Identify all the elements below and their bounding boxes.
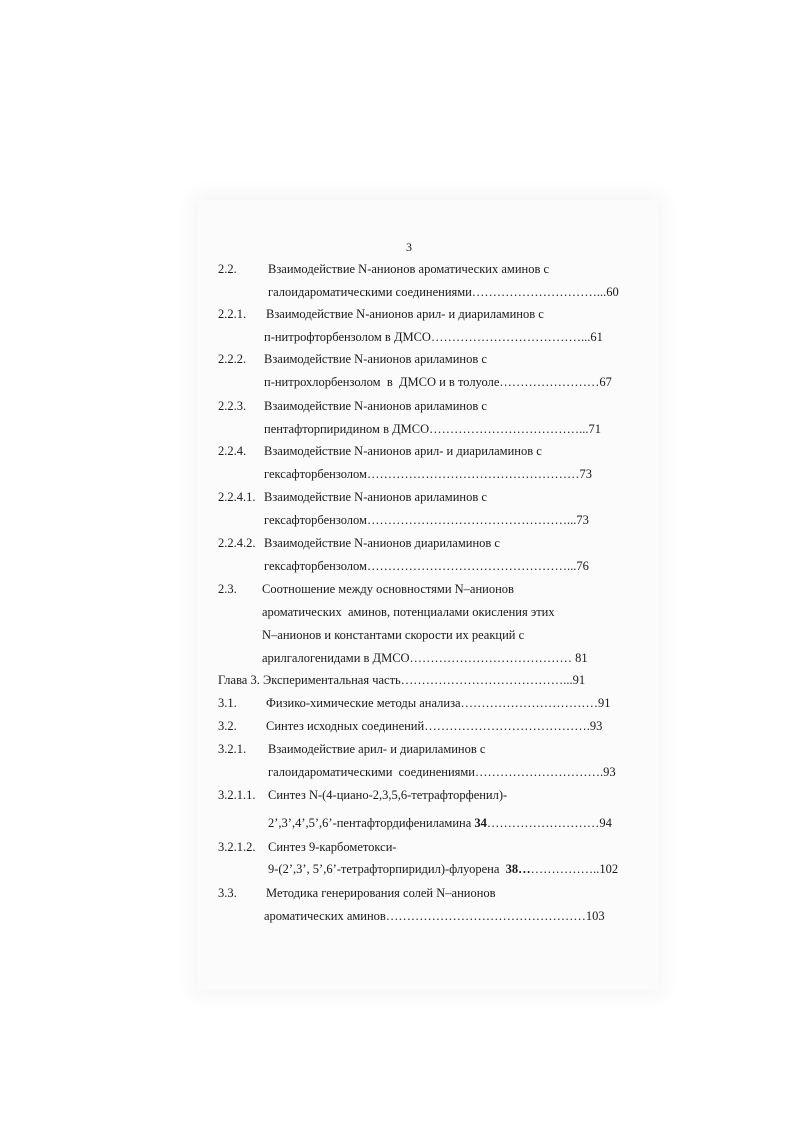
page-number: 3	[406, 240, 412, 254]
toc-number: 2.2.4.	[218, 444, 247, 458]
toc-title: N–анионов и константами скорости их реакций с	[262, 628, 525, 642]
toc-title-page: Синтез исходных соединений………………………………….93	[266, 719, 603, 733]
toc-title-page: п-нитрофторбензолом в ДМСО………………………………...61	[264, 330, 603, 344]
toc-number: 2.2.4.1.	[218, 490, 256, 504]
toc-number: 2.2.	[218, 262, 237, 276]
toc-title-page: галоидароматическими соединениями…………………………...60	[268, 285, 619, 299]
toc-title: Синтез N-(4-циано-2,3,5,6-тетрафторфенил)-	[268, 788, 508, 802]
toc-number: 2.2.3.	[218, 399, 247, 413]
toc-number: 3.2.	[218, 719, 237, 733]
toc-number: 3.3.	[218, 886, 237, 900]
toc-chapter-title: Глава 3. Экспериментальная часть…………………………………...91	[218, 673, 586, 687]
toc-leader-page: ………………………94	[486, 816, 612, 830]
toc-number: 2.2.2.	[218, 352, 247, 366]
toc-number: 2.2.4.2.	[218, 536, 256, 550]
toc-title: Взаимодействие N-анионов ароматических аминов с	[268, 262, 550, 276]
toc-title-text: 2’,3’,4’,5’,6’-пентафтордифениламина	[268, 816, 475, 830]
toc-title: Взаимодействие арил- и диариламинов с	[268, 742, 486, 756]
toc-title-page: гексафторбензолом…………………………………………...76	[264, 559, 589, 573]
toc-title-page	[268, 862, 618, 876]
compound-number: 34	[474, 816, 487, 830]
toc-number: 3.2.1.2.	[218, 840, 256, 854]
toc-title-page: гексафторбензолом…………………………………………...73	[264, 513, 589, 527]
toc-title: Взаимодействие N-анионов ариламинов с	[264, 490, 487, 504]
toc-number: 3.1.	[218, 696, 237, 710]
toc-leader-page: ……………..102	[530, 862, 619, 876]
toc-title: ароматических аминов, потенциалами окисления этих	[262, 605, 555, 619]
toc-number: 2.3.	[218, 582, 237, 596]
toc-title-page: арилгалогенидами в ДМСО………………………………… 81	[262, 651, 588, 665]
compound-number: 38…	[505, 862, 531, 876]
toc-title: Взаимодействие N-анионов арил- и диариламинов с	[266, 307, 544, 321]
toc-title: Соотношение между основностями N–анионов	[262, 582, 514, 596]
toc-title: Методика генерирования солей N–анионов	[266, 886, 496, 900]
toc-title-page: гексафторбензолом……………………………………………73	[264, 467, 592, 481]
toc-number: 3.2.1.	[218, 742, 247, 756]
toc-title-text: 9-(2’,3’, 5’,6’-тетрафторпиридил)-флуорена	[268, 862, 506, 876]
toc-number: 3.2.1.1.	[218, 788, 256, 802]
toc-title: Взаимодействие N-анионов ариламинов с	[264, 352, 487, 366]
toc-title-page: галоидароматическими соединениями………………………….93	[268, 765, 616, 779]
toc-title-page: ароматических аминов…………………………………………103	[264, 909, 605, 923]
toc-title-page	[268, 816, 612, 830]
toc-title: Взаимодействие N-анионов ариламинов с	[264, 399, 487, 413]
toc-title: Взаимодействие N-анионов диариламинов с	[264, 536, 500, 550]
toc-title-page: п-нитрохлорбензолом в ДМСО и в толуоле……………………67	[264, 375, 612, 389]
toc-title: Синтез 9-карбометокси-	[268, 840, 397, 854]
toc-title-page: Физико-химические методы анализа……………………………91	[266, 696, 611, 710]
toc-title-page: пентафторпиридином в ДМСО………………………………...71	[264, 422, 601, 436]
toc-number: 2.2.1.	[218, 307, 247, 321]
toc-title: Взаимодействие N-анионов арил- и диариламинов с	[264, 444, 542, 458]
